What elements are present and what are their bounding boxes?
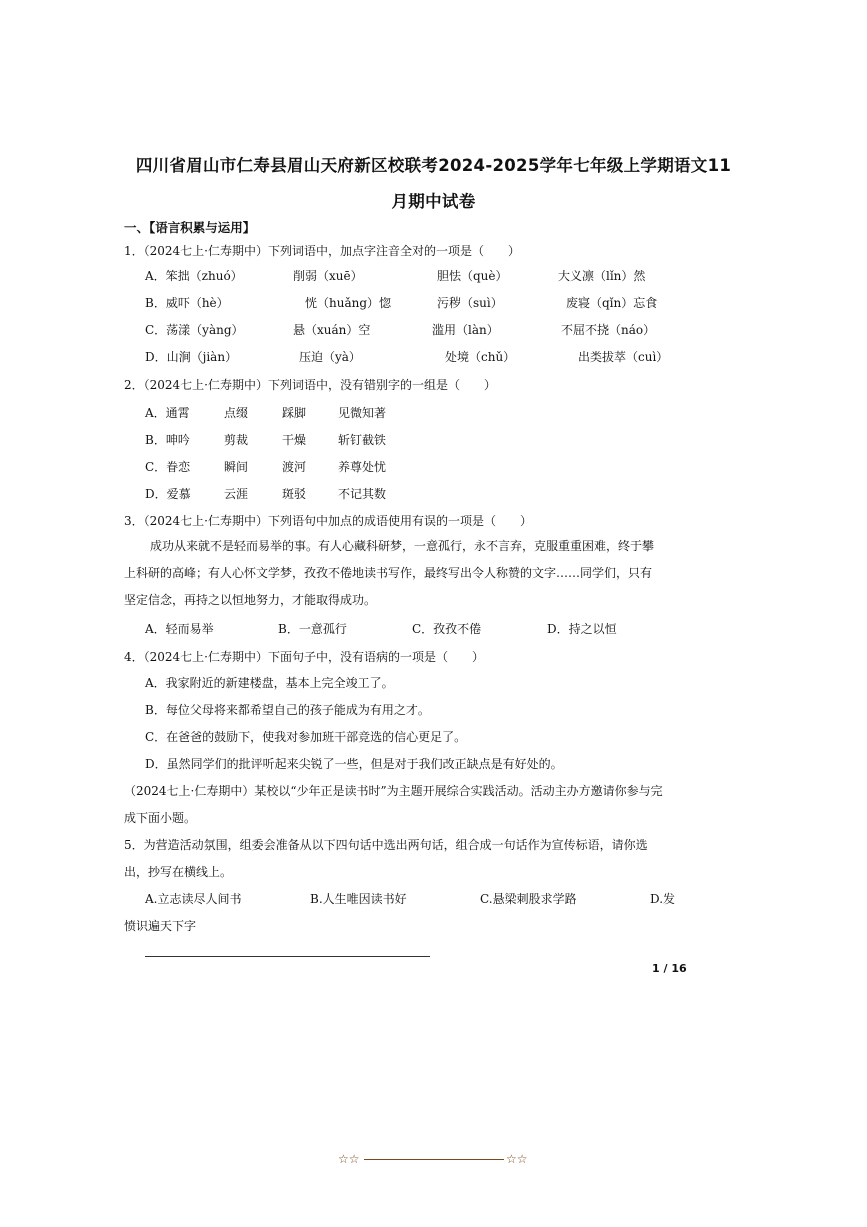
q1-option: C．荡漾（yàng） bbox=[145, 323, 244, 337]
q1-option: 废寝（qǐn）忘食 bbox=[566, 296, 658, 310]
q3-option: D．持之以恒 bbox=[547, 622, 617, 636]
q5-option: C.悬梁刺股求学路 bbox=[480, 892, 577, 906]
q1-option: 处境（chǔ） bbox=[445, 350, 516, 364]
q2-option: 不记其数 bbox=[338, 487, 387, 501]
page-number: 1 / 16 bbox=[652, 962, 687, 975]
q4-option: D．虽然同学们的批评听起来尖锐了一些，但是对于我们改正缺点是有好处的。 bbox=[145, 757, 563, 771]
star-icon: ☆☆ bbox=[506, 1152, 528, 1166]
q2-option: 云涯 bbox=[224, 487, 249, 501]
q3-passage-line: 上科研的高峰；有人心怀文学梦，孜孜不倦地读书写作，最终写出令人称赞的文字……同学们，只有 bbox=[124, 566, 653, 580]
section-heading: 一、【语言积累与运用】 bbox=[124, 220, 256, 235]
q2-option: 养尊处忧 bbox=[338, 460, 387, 474]
q1-option: 污秽（suì） bbox=[437, 296, 503, 310]
q1-option: D．山涧（jiàn） bbox=[145, 350, 238, 364]
q1-option: A．笨拙（zhuó） bbox=[145, 269, 243, 283]
q2-option: 见微知著 bbox=[338, 406, 387, 420]
q4-stem: 4．（2024七上·仁寿期中）下面句子中，没有语病的一项是（ ） bbox=[124, 650, 484, 664]
q5-option-wrap: 愤识遍天下字 bbox=[124, 919, 197, 933]
q4-option: B．每位父母将来都希望自己的孩子能成为有用之才。 bbox=[145, 703, 430, 717]
q2-option: 点缀 bbox=[224, 406, 249, 420]
q4-option: C．在爸爸的鼓励下，使我对参加班干部竞选的信心更足了。 bbox=[145, 730, 467, 744]
q2-option: 斩钉截铁 bbox=[338, 433, 387, 447]
q3-passage-line: 坚定信念，再持之以恒地努力，才能取得成功。 bbox=[124, 593, 377, 607]
activity-intro-line: 成下面小题。 bbox=[124, 811, 197, 825]
document-title-line2: 月期中试卷 bbox=[391, 192, 476, 211]
q1-option: 不屈不挠（náo） bbox=[561, 323, 656, 337]
q2-option: 剪裁 bbox=[224, 433, 249, 447]
q1-option: 悬（xuán）空 bbox=[293, 323, 371, 337]
q5-option: D.发 bbox=[650, 892, 676, 906]
star-icon: ☆☆ bbox=[338, 1152, 360, 1166]
page-footer bbox=[0, 1150, 867, 1170]
q1-option: 胆怯（què） bbox=[437, 269, 508, 283]
q2-option: C．眷恋 bbox=[145, 460, 191, 474]
q1-option: 削弱（xuē） bbox=[293, 269, 363, 283]
q2-option: 渡河 bbox=[282, 460, 307, 474]
q1-option: 恍（huǎng）惚 bbox=[305, 296, 392, 310]
q1-option: 滥用（làn） bbox=[432, 323, 499, 337]
q5-option: A.立志读尽人间书 bbox=[145, 892, 242, 906]
q1-option: 出类拔萃（cuì） bbox=[578, 350, 669, 364]
q3-option: A．轻而易举 bbox=[145, 622, 214, 636]
activity-intro-line: （2024七上·仁寿期中）某校以“少年正是读书时”为主题开展综合实践活动。活动主办方邀请你参与完 bbox=[124, 784, 663, 798]
q2-option: 踩脚 bbox=[282, 406, 307, 420]
q1-option: 压迫（yà） bbox=[299, 350, 361, 364]
q2-option: 干燥 bbox=[282, 433, 307, 447]
q5-stem-line: 5．为营造活动氛围，组委会准备从以下四句话中选出两句话，组合成一句话作为宣传标语，请你选 bbox=[124, 838, 648, 852]
q2-option: 瞬间 bbox=[224, 460, 249, 474]
document-title-line1: 四川省眉山市仁寿县眉山天府新区校联考2024-2025学年七年级上学期语文11 bbox=[135, 156, 732, 175]
q1-option: B．威吓（hè） bbox=[145, 296, 229, 310]
q5-stem-line: 出，抄写在横线上。 bbox=[124, 865, 233, 879]
q4-option: A．我家附近的新建楼盘，基本上完全竣工了。 bbox=[145, 676, 394, 690]
q1-option: 大义凛（lǐn）然 bbox=[558, 269, 646, 283]
q3-passage-line: 成功从来就不是轻而易举的事。有人心藏科研梦，一意孤行，永不言弃，克服重重困难，终于攀 bbox=[150, 539, 655, 553]
q3-option: B．一意孤行 bbox=[278, 622, 347, 636]
answer-blank-line bbox=[145, 956, 430, 957]
footer-divider bbox=[364, 1159, 504, 1160]
q2-option: A．通霄 bbox=[145, 406, 190, 420]
q3-option: C．孜孜不倦 bbox=[412, 622, 482, 636]
q2-stem: 2．（2024七上·仁寿期中）下列词语中，没有错别字的一组是（ ） bbox=[124, 378, 496, 392]
q1-stem: 1．（2024七上·仁寿期中）下列词语中，加点字注音全对的一项是（ ） bbox=[124, 244, 520, 258]
q5-option: B.人生唯因读书好 bbox=[310, 892, 407, 906]
q2-option: D．爱慕 bbox=[145, 487, 191, 501]
q2-option: 斑驳 bbox=[282, 487, 307, 501]
q2-option: B．呻吟 bbox=[145, 433, 190, 447]
q3-stem: 3．（2024七上·仁寿期中）下列语句中加点的成语使用有误的一项是（ ） bbox=[124, 514, 532, 528]
